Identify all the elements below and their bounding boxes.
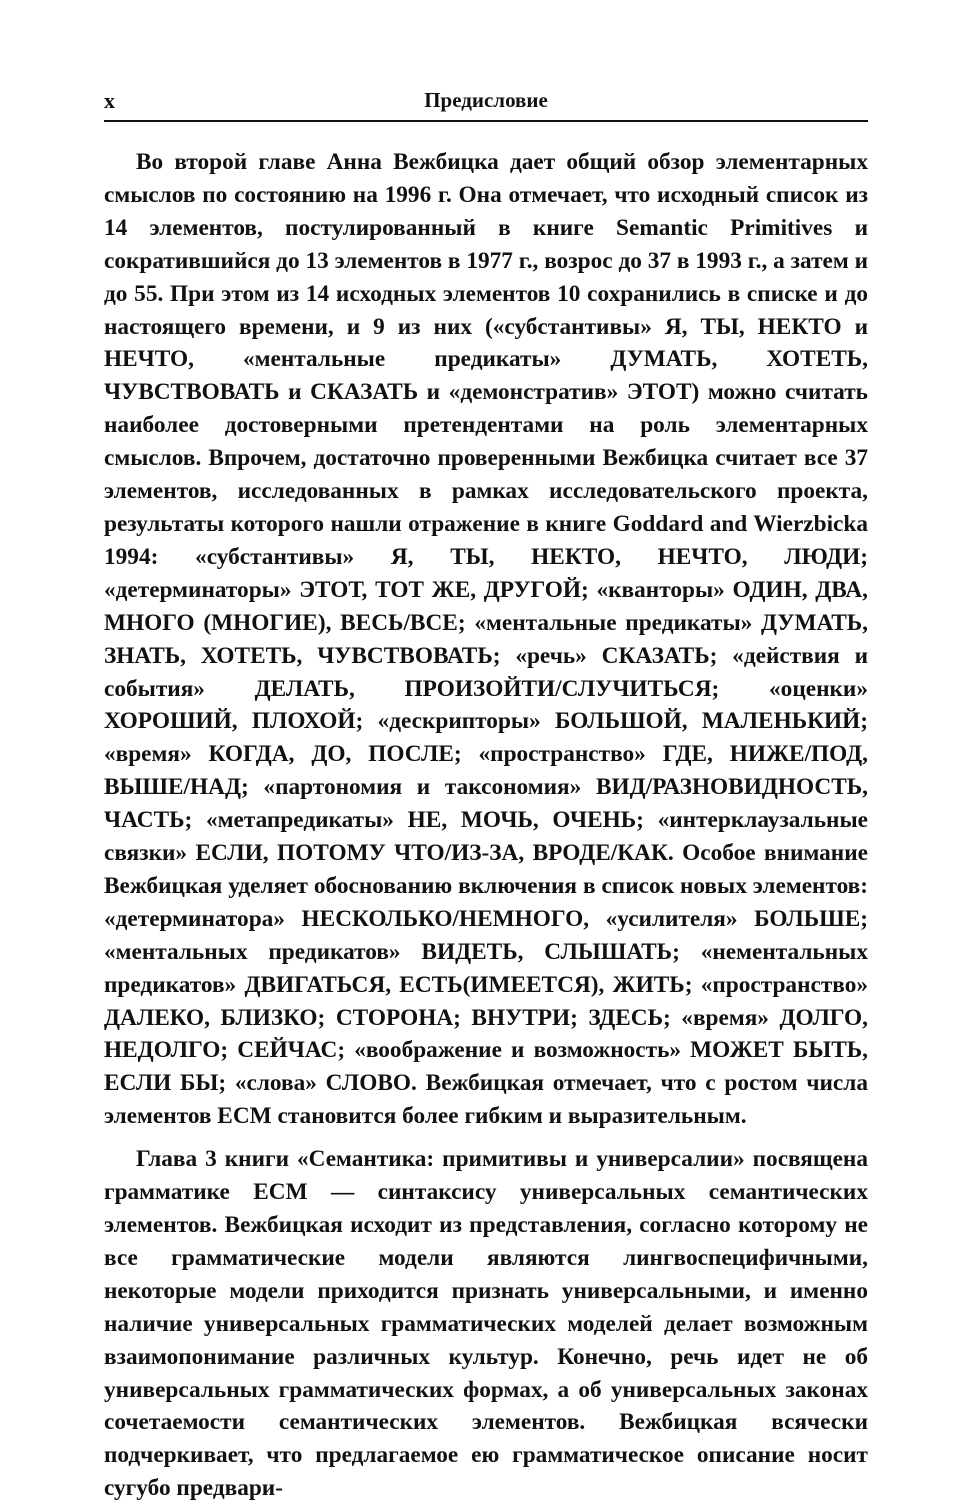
paragraph-2: Глава 3 книги «Семантика: примитивы и универсалии» посвящена грамматике ЕСМ — синтаксису универсальных семантических элементов. Вежбицкая исходит из представления, согласно которому не все грамматические модели являются лингвоспецифичными, некоторые модели приходится признать универсальными, и именно наличие универсальных грамматических моделей делает возможным взаимопонимание различных культур. Конечно, речь идет не об универсальных грамматических формах, а об универсальных законах сочетаемости семантических элементов. Вежбицкая всячески подчеркивает, что предлагаемое ею грамматическое описание носит сугубо предвари- xyxy=(104,1146,868,1502)
body-text xyxy=(104,146,868,1505)
paragraph-1: Во второй главе Анна Вежбицка дает общий обзор элементарных смыслов по состоянию на 1996 г. Она отмечает, что исходный список из 14 элементов, постулированный в книге Semantic Primitives и сократившийся до 13 элементов в 1977 г., возрос до 37 в 1993 г., а затем и до 55. При этом из 14 исходных элементов 10 сохранились в списке и до настоящего времени, и 9 из них («субстантивы» Я, ТЫ, НЕКТО и НЕЧТО, «ментальные предикаты» ДУМАТЬ, ХОТЕТЬ, ЧУВСТВОВАТЬ и СКАЗАТЬ и «демонстратив» ЭТОТ) можно считать наиболее достоверными претендентами на роль элементарных смыслов. Впрочем, достаточно проверенными Вежбицка считает все 37 элементов, исследованных в рамках исследовательского проекта, результаты которого нашли отражение в книге Goddard and Wierzbicka 1994: «субстантивы» Я, ТЫ, НЕКТО, НЕЧТО, ЛЮДИ; «детерминаторы» ЭТОТ, ТОТ ЖЕ, ДРУГОЙ; «кванторы» ОДИН, ДВА, МНОГО (МНОГИЕ), ВЕСЬ/ВСЕ; «ментальные предикаты» ДУМАТЬ, ЗНАТЬ, ХОТЕТЬ, ЧУВСТВОВАТЬ; «речь» СКАЗАТЬ; «действия и события» ДЕЛАТЬ, ПРОИЗОЙТИ/СЛУЧИТЬСЯ; «оценки» ХОРОШИЙ, ПЛОХОЙ; «дескрипторы» БОЛЬШОЙ, МАЛЕНЬКИЙ; «время» КОГДА, ДО, ПОСЛЕ; «пространство» ГДЕ, НИЖЕ/ПОД, ВЫШЕ/НАД; «партономия и таксономия» ВИД/РАЗНОВИДНОСТЬ, ЧАСТЬ; «метапредикаты» НЕ, МОЧЬ, ОЧЕНЬ; «интерклаузальные связки» ЕСЛИ, ПОТОМУ ЧТО/ИЗ-ЗА, ВРОДЕ/КАК. Особое внимание Вежбицкая уделяет обоснованию включения в список новых элементов: «детерминатора» НЕСКОЛЬКО/НЕМНОГО, «усилителя» БОЛЬШЕ; «ментальных предикатов» ВИДЕТЬ, СЛЫШАТЬ; «нементальных предикатов» ДВИГАТЬСЯ, ЕСТЬ(ИМЕЕТСЯ), ЖИТЬ; «пространство» ДАЛЕКО, БЛИЗКО; СТОРОНА; ВНУТРИ; ЗДЕСЬ; «время» ДОЛГО, НЕДОЛГО; СЕЙЧАС; «воображение и возможность» МОЖЕТ БЫТЬ, ЕСЛИ БЫ; «слова» СЛОВО. Вежбицкая отмечает, что с ростом числа элементов ЕСМ становится более гибким и выразительным. xyxy=(104,149,868,1130)
page-number: x xyxy=(104,88,115,113)
page-header xyxy=(104,86,868,122)
running-title: Предисловие xyxy=(424,88,548,112)
book-page xyxy=(104,86,868,1505)
